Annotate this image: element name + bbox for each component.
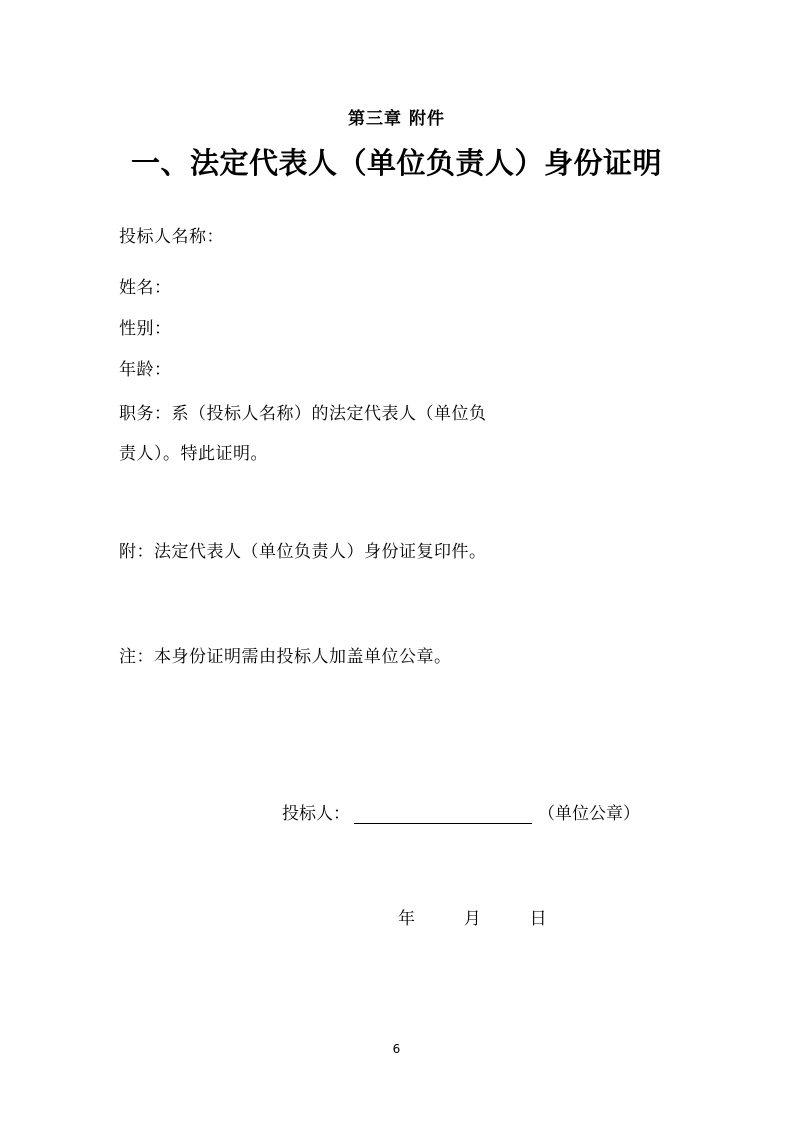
signature-row: [282, 799, 640, 824]
age-field: 年龄：: [119, 360, 172, 380]
date-year: 年: [398, 909, 415, 929]
signature-suffix: （单位公章）: [538, 804, 640, 824]
signature-blank-line: [354, 803, 532, 824]
bidder-name-field: 投标人名称：: [119, 227, 224, 247]
document-title: 一、法定代表人（单位负责人）身份证明: [130, 146, 662, 180]
chapter-heading: 第三章 附件: [348, 109, 445, 129]
name-field: 姓名：: [119, 278, 172, 298]
date-row: [398, 904, 547, 929]
position-field-line1: 职务：系（投标人名称）的法定代表人（单位负: [119, 404, 487, 424]
position-field-line2: 责人）。特此证明。: [119, 444, 268, 464]
stamp-note: 注：本身份证明需由投标人加盖单位公章。: [119, 647, 452, 667]
page-number: 6: [392, 1042, 401, 1056]
gender-field: 性别：: [119, 319, 172, 339]
date-month: 月: [463, 909, 481, 929]
date-day: 日: [529, 909, 547, 929]
attachment-note: 附：法定代表人（单位负责人）身份证复印件。: [119, 542, 487, 562]
signature-label: 投标人：: [282, 804, 350, 824]
